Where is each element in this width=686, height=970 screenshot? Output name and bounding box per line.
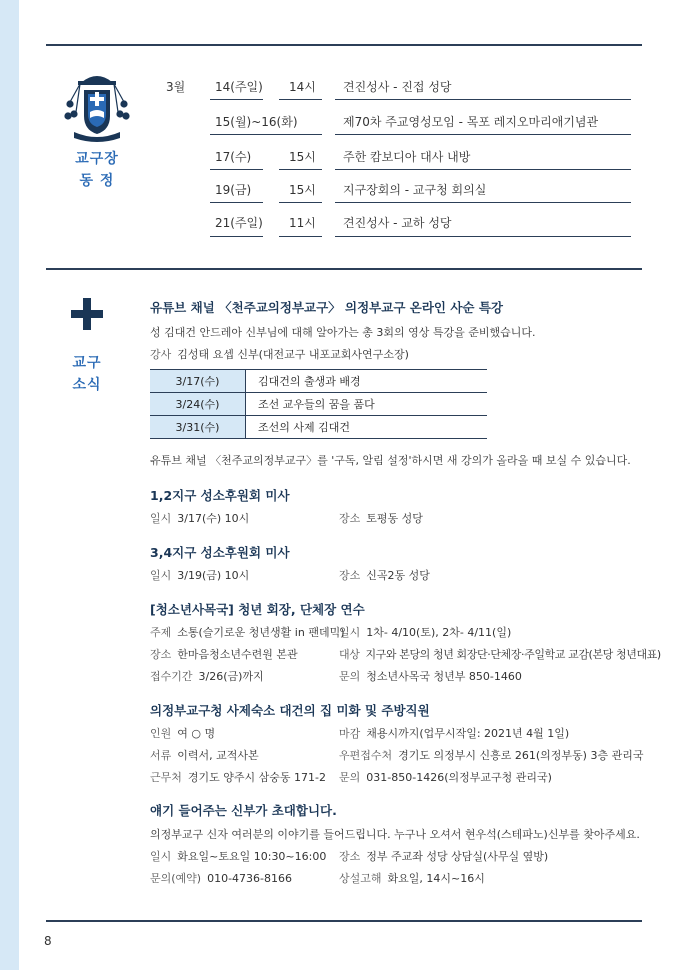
youth-place	[150, 646, 298, 662]
left-sidebar-strip	[0, 0, 19, 970]
table-row	[150, 370, 487, 393]
place-value: 신곡2동 성당	[366, 569, 430, 582]
place-value: 한마음청소년수련원 본관	[177, 648, 298, 661]
job-count	[150, 725, 215, 741]
contact-value: 031-850-1426(의정부교구청 관리국)	[366, 771, 552, 784]
confession-value: 화요일, 14시~16시	[387, 872, 485, 885]
table-row	[150, 393, 487, 416]
date-key: 일시	[339, 626, 361, 639]
row-underline	[335, 99, 631, 100]
youth-target	[339, 646, 661, 662]
count-value: 여 ○ 명	[177, 727, 216, 740]
schedule-section-label	[64, 148, 130, 192]
lecture-topic: 김대건의 출생과 배경	[246, 370, 488, 393]
news-label-line1: 교구	[72, 355, 102, 371]
theme-value: 소통(슬기로운 청년생활 in 팬데믹)	[177, 626, 345, 639]
row-underline	[210, 99, 263, 100]
job-title: 의정부교구청 사제숙소 대건의 집 미화 및 주방직원	[150, 703, 430, 718]
job-work	[150, 769, 326, 785]
schedule-event: 제70차 주교영성모임 - 목포 레지오마리애기념관	[343, 115, 599, 129]
youth-contact	[339, 668, 522, 684]
lecturer-value: 김성태 요셉 신부(대전교구 내포교회사연구소장)	[177, 348, 409, 361]
lecture-date: 3/17(수)	[150, 370, 246, 393]
row-underline	[335, 169, 631, 170]
row-underline	[279, 169, 322, 170]
youtube-title: 유튜브 채널 〈천주교의정부교구〉 의정부교구 온라인 사순 특강	[150, 300, 503, 315]
deadline-value: 3/26(금)까지	[198, 670, 264, 683]
schedule-event: 견진성사 - 진접 성당	[343, 80, 452, 94]
schedule-time: 15시	[289, 150, 316, 164]
priest-desc: 의정부교구 신자 여러분의 이야기를 들어드립니다. 누구나 오셔서 현우석(스테파노)신부를 찾아주세요.	[150, 828, 640, 841]
schedule-date: 15(월)~16(화)	[215, 115, 298, 129]
count-key: 인원	[150, 727, 172, 740]
mass34-date	[150, 567, 249, 583]
row-underline	[279, 202, 322, 203]
mail-key: 우편접수처	[339, 749, 393, 762]
priest-confession	[339, 870, 485, 886]
place-value: 토평동 성당	[366, 512, 423, 525]
youth-theme	[150, 624, 345, 640]
schedule-label-line2: 동 정	[79, 173, 115, 189]
contact-value: 청소년사목국 청년부 850-1460	[366, 670, 522, 683]
job-deadline	[339, 725, 569, 741]
schedule-time: 14시	[289, 80, 316, 94]
schedule-date: 14(주일)	[215, 80, 263, 94]
contact-key: 문의	[339, 670, 361, 683]
theme-key: 주제	[150, 626, 172, 639]
news-section-label	[64, 352, 110, 396]
inquiry-value: 010-4736-8166	[207, 872, 293, 885]
priest-inquiry	[150, 870, 292, 886]
deadline-value: 채용시까지(업무시작일: 2021년 4월 1일)	[366, 727, 570, 740]
row-underline	[335, 236, 631, 237]
section-divider	[46, 268, 642, 270]
schedule-date: 21(주일)	[215, 216, 263, 230]
bottom-divider	[46, 920, 642, 922]
row-underline	[210, 202, 263, 203]
mass12-date	[150, 510, 249, 526]
job-mail	[339, 747, 643, 763]
lecture-table	[150, 369, 487, 439]
target-key: 대상	[339, 648, 360, 661]
cross-icon	[71, 298, 103, 330]
mass12-place	[339, 510, 423, 526]
date-key: 일시	[150, 512, 172, 525]
schedule-time: 15시	[289, 183, 316, 197]
priest-date	[150, 848, 326, 864]
place-key: 장소	[150, 648, 172, 661]
youth-title: [청소년사목국] 청년 회장, 단체장 연수	[150, 602, 365, 617]
work-key: 근무처	[150, 771, 182, 784]
youth-deadline	[150, 668, 264, 684]
schedule-event: 견진성사 - 교하 성당	[343, 216, 452, 230]
youtube-lecturer	[150, 346, 409, 362]
page-number: 8	[44, 934, 52, 948]
schedule-event: 주한 캄보디아 대사 내방	[343, 150, 471, 164]
priest-place	[339, 848, 548, 864]
row-underline	[210, 236, 263, 237]
inquiry-key: 문의(예약)	[150, 872, 202, 885]
lecture-topic: 조선의 사제 김대건	[246, 416, 488, 439]
table-row	[150, 416, 487, 439]
mass12-title: 1,2지구 성소후원회 미사	[150, 488, 290, 503]
deadline-key: 마감	[339, 727, 361, 740]
contact-key: 문의	[339, 771, 361, 784]
date-value: 3/19(금) 10시	[177, 569, 250, 582]
docs-value: 이력서, 교적사본	[177, 749, 259, 762]
job-docs	[150, 747, 259, 763]
date-key: 일시	[150, 850, 172, 863]
priest-title: 얘기 들어주는 신부가 초대합니다.	[150, 803, 337, 818]
row-underline	[279, 236, 322, 237]
place-key: 장소	[339, 850, 361, 863]
youth-date	[339, 624, 511, 640]
youtube-note: 유튜브 채널 〈천주교의정부교구〉를 '구독, 알림 설정'하시면 새 강의가 올라올 때 보실 수 있습니다.	[150, 454, 631, 467]
lecture-date: 3/31(수)	[150, 416, 246, 439]
target-value: 지구와 본당의 청년 회장단·단체장·주일학교 교감(본당 청년대표)	[365, 648, 661, 661]
row-underline	[210, 169, 263, 170]
news-label-line2: 소식	[72, 377, 102, 393]
deadline-key: 접수기간	[150, 670, 193, 683]
schedule-date: 19(금)	[215, 183, 252, 197]
job-contact	[339, 769, 552, 785]
top-divider	[46, 44, 642, 46]
schedule-month: 3월	[166, 80, 186, 94]
row-underline	[335, 202, 631, 203]
docs-key: 서류	[150, 749, 172, 762]
schedule-label-line1: 교구장	[75, 151, 119, 167]
mass34-title: 3,4지구 성소후원회 미사	[150, 545, 290, 560]
lecture-topic: 조선 교우들의 꿈을 품다	[246, 393, 488, 416]
schedule-event: 지구장회의 - 교구청 회의실	[343, 183, 487, 197]
date-key: 일시	[150, 569, 172, 582]
place-key: 장소	[339, 569, 361, 582]
mail-value: 경기도 의정부시 신흥로 261(의정부동) 3층 관리국	[398, 749, 644, 762]
mass34-place	[339, 567, 430, 583]
work-value: 경기도 양주시 삼숭동 171-2	[187, 771, 326, 784]
date-value: 화요일~토요일 10:30~16:00	[177, 850, 327, 863]
schedule-time: 11시	[289, 216, 316, 230]
lecture-date: 3/24(수)	[150, 393, 246, 416]
youtube-desc: 성 김대건 안드레아 신부님에 대해 알아가는 총 3회의 영상 특강을 준비했습니다.	[150, 326, 536, 339]
row-underline	[279, 99, 322, 100]
confession-key: 상설고해	[339, 872, 382, 885]
date-value: 1차- 4/10(토), 2차- 4/11(일)	[366, 626, 512, 639]
row-underline	[335, 134, 631, 135]
place-value: 정부 주교좌 성당 상담실(사무실 옆방)	[366, 850, 549, 863]
bishop-coat-of-arms	[64, 68, 130, 142]
row-underline	[210, 134, 322, 135]
place-key: 장소	[339, 512, 361, 525]
lecturer-key: 강사	[150, 348, 172, 361]
schedule-date: 17(수)	[215, 150, 252, 164]
date-value: 3/17(수) 10시	[177, 512, 250, 525]
